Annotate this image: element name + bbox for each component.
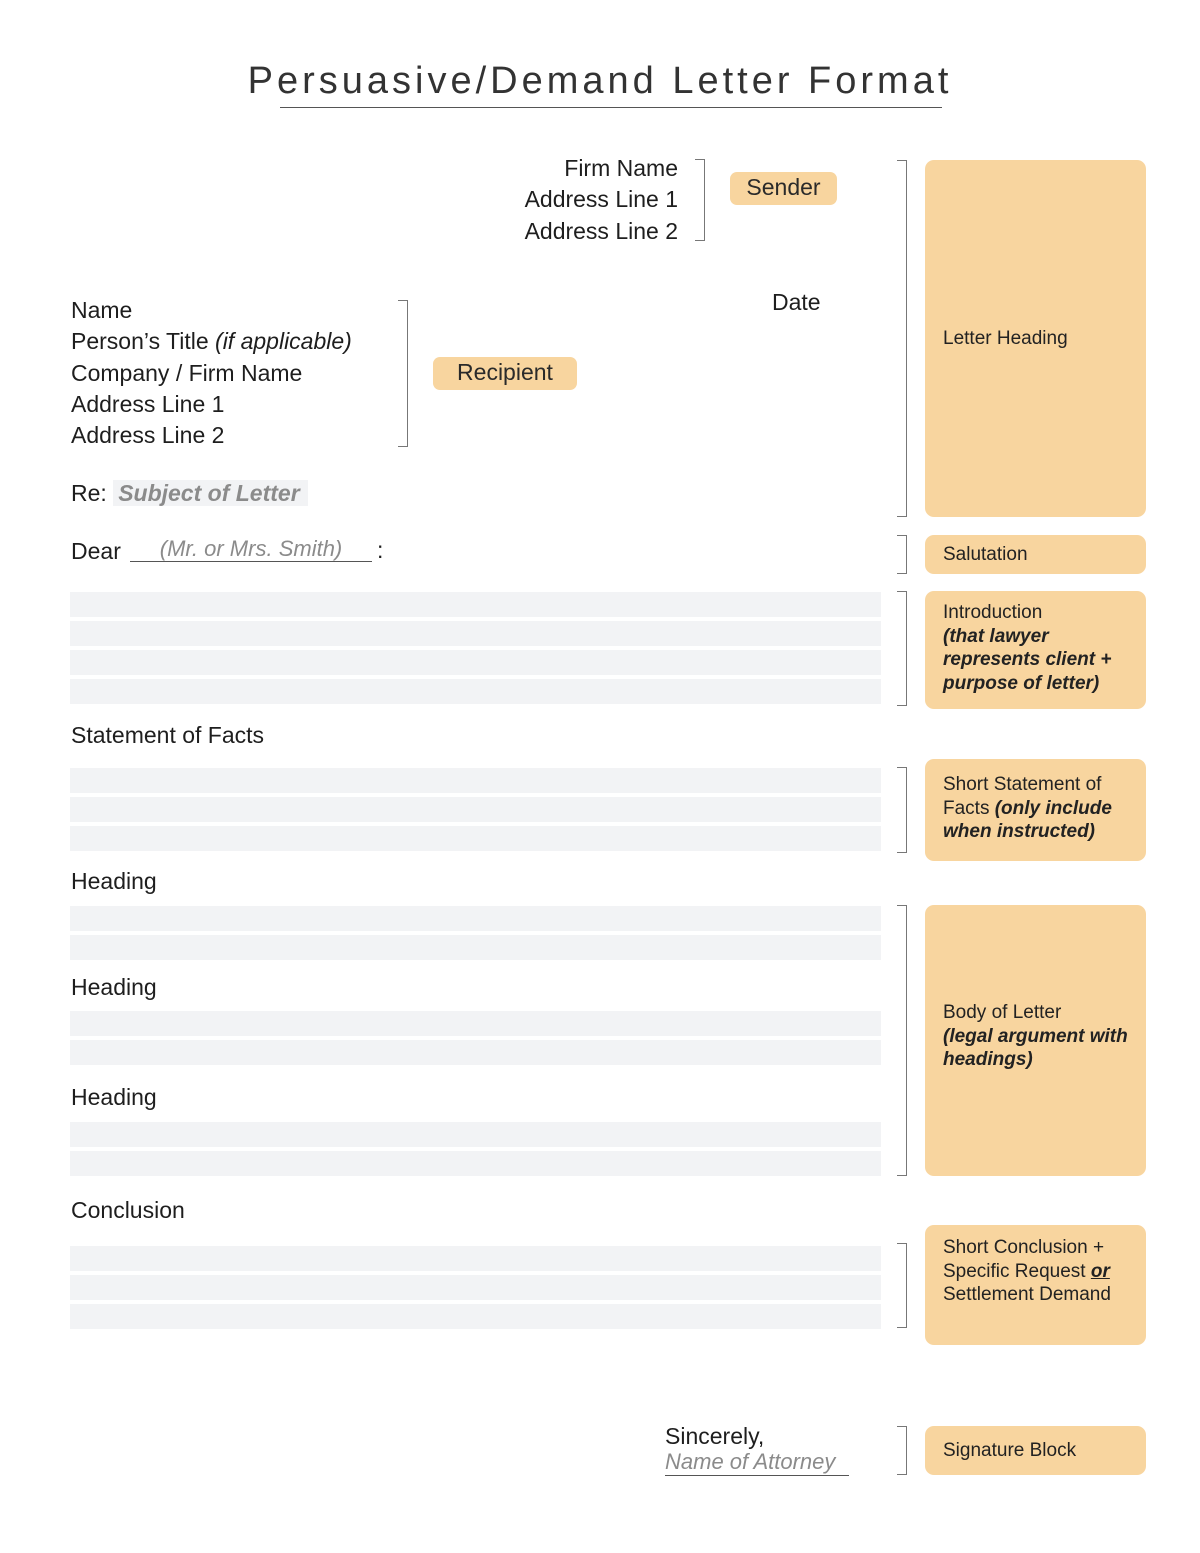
recipient-address-2: Address Line 2: [71, 422, 225, 449]
panel-conclusion: [925, 1225, 1146, 1345]
recipient-company: Company / Firm Name: [71, 359, 303, 386]
panel-facts: [925, 759, 1146, 861]
panel-facts-title: Short Statement of Facts: [943, 774, 1102, 819]
panel-body: [925, 905, 1146, 1176]
body-text-bar: [70, 1011, 881, 1036]
salutation-suffix: :: [377, 537, 384, 563]
panel-introduction-title: Introduction: [943, 602, 1043, 623]
conclusion-text-bar: [70, 1275, 881, 1300]
recipient-address-1: Address Line 1: [71, 390, 225, 417]
body-text-bar: [70, 1151, 881, 1176]
panel-letter-heading-label: Letter Heading: [943, 327, 1068, 349]
body-heading-3: Heading: [71, 1084, 157, 1110]
facts-heading: Statement of Facts: [71, 722, 265, 748]
body-text-bar: [70, 935, 881, 960]
salutation-bracket: [897, 535, 907, 574]
signature-bracket: [897, 1426, 907, 1475]
salutation-prefix: Dear: [71, 538, 121, 564]
intro-text-bar: [70, 679, 881, 704]
facts-bracket: [897, 767, 907, 853]
panel-signature-label: Signature Block: [943, 1439, 1077, 1461]
intro-text-bar: [70, 592, 881, 617]
attorney-underline: [665, 1475, 849, 1476]
panel-letter-heading: [925, 160, 1146, 517]
salutation-placeholder: (Mr. or Mrs. Smith): [159, 536, 343, 561]
conclusion-text-bar: [70, 1246, 881, 1271]
recipient-title-text: Person’s Title: [71, 328, 216, 355]
facts-text-bar: [70, 768, 881, 793]
sender-bracket: [695, 159, 705, 241]
recipient-tag: Recipient: [433, 357, 577, 390]
sender-tag: Sender: [730, 172, 837, 205]
panel-facts-note: (only include when instructed): [943, 797, 1112, 842]
conclusion-bracket: [897, 1243, 907, 1328]
panel-introduction-note: (that lawyer represents client + purpose of letter): [943, 625, 1112, 694]
body-bracket: [897, 905, 907, 1176]
body-heading-1: Heading: [71, 868, 157, 894]
facts-text-bar: [70, 797, 881, 822]
letter-heading-bracket: [897, 160, 907, 517]
recipient-block: [71, 295, 411, 451]
body-text-bar: [70, 906, 881, 931]
sender-address-1: Address Line 1: [524, 186, 678, 213]
recipient-bracket: [398, 300, 408, 447]
recipient-name: Name: [71, 297, 133, 323]
conclusion-text-bar: [70, 1304, 881, 1329]
panel-signature: [925, 1426, 1146, 1475]
body-text-bar: [70, 1122, 881, 1147]
body-heading-2: Heading: [71, 974, 157, 1000]
panel-salutation: [925, 535, 1146, 574]
panel-salutation-label: Salutation: [943, 543, 1028, 565]
panel-conclusion-or: or: [1090, 1260, 1110, 1282]
salutation-underline: [130, 561, 372, 562]
body-text-bar: [70, 1040, 881, 1065]
panel-body-note: (legal argument with headings): [943, 1025, 1128, 1070]
page-title: Persuasive/Demand Letter Format: [247, 60, 953, 102]
intro-text-bar: [70, 650, 881, 675]
panel-conclusion-line1: Short Conclusion + Specific Request: [943, 1237, 1105, 1282]
sender-block: [420, 153, 678, 247]
re-line: [71, 478, 308, 509]
re-subject: Subject of Letter: [113, 480, 307, 506]
panel-conclusion-line2: Settlement Demand: [943, 1284, 1111, 1305]
recipient-title-note: (if applicable): [215, 328, 352, 355]
date-label: Date: [772, 289, 821, 315]
panel-body-title: Body of Letter: [943, 1002, 1062, 1023]
panel-introduction: [925, 591, 1146, 709]
facts-text-bar: [70, 826, 881, 851]
title-underline: [280, 107, 942, 108]
conclusion-heading: Conclusion: [71, 1197, 185, 1223]
sender-address-2: Address Line 2: [524, 217, 678, 244]
re-label: Re:: [71, 480, 107, 506]
closing-attorney-name: Name of Attorney: [665, 1449, 836, 1474]
sender-firm-name: Firm Name: [564, 155, 678, 181]
introduction-bracket: [897, 591, 907, 706]
closing-sincerely: Sincerely,: [665, 1423, 765, 1449]
recipient-title: [71, 326, 411, 357]
intro-text-bar: [70, 621, 881, 646]
